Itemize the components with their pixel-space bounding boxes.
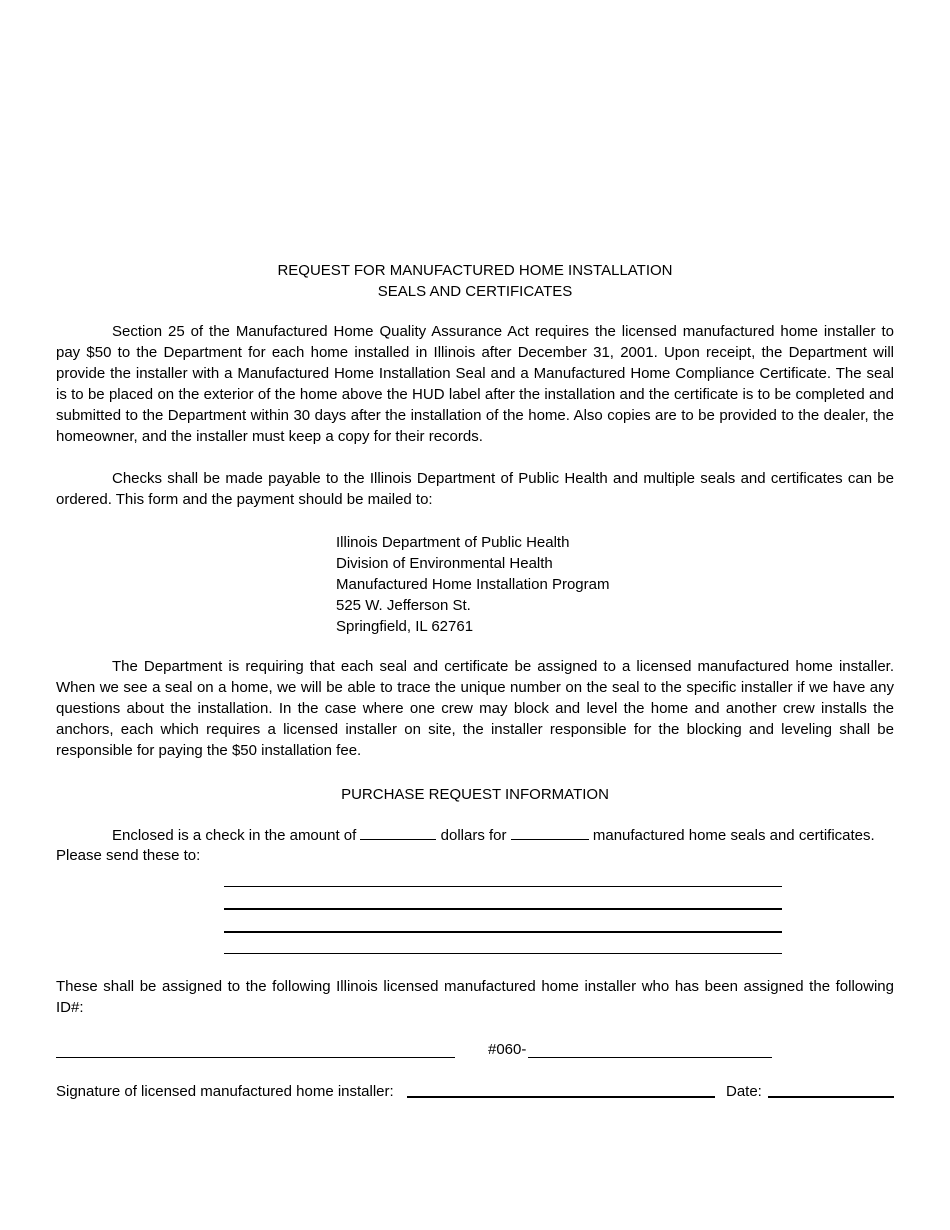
signature-label: Signature of licensed manufactured home installer:: [56, 1083, 394, 1100]
date-field[interactable]: [768, 1096, 894, 1098]
enclosed-text-b: dollars for: [440, 827, 507, 844]
installer-id-field[interactable]: [528, 1057, 772, 1058]
mailing-address-field-1[interactable]: [224, 886, 782, 887]
check-amount-field[interactable]: [360, 824, 436, 840]
purchase-heading: PURCHASE REQUEST INFORMATION: [341, 786, 609, 803]
installer-name-field[interactable]: [56, 1057, 455, 1058]
address-line-4: 525 W. Jefferson St.: [336, 597, 471, 614]
title-line-2: SEALS AND CERTIFICATES: [377, 283, 573, 300]
payment-paragraph: Checks shall be made payable to the Illinois Department of Public Health and multiple seals and certificates can be ordered. This form and the payment should be mailed to:: [56, 470, 894, 508]
address-line-3: Manufactured Home Installation Program: [336, 576, 610, 593]
enclosed-check-line: [56, 824, 894, 846]
mailing-address: [336, 532, 609, 637]
mailing-address-field-4[interactable]: [224, 953, 782, 954]
form-title: [56, 260, 894, 302]
intro-paragraph: Section 25 of the Manufactured Home Quality Assurance Act requires the licensed manufactured home installer to pay $50 to the Department for each home installed in Illinois after December 31, 2001. Upon receipt, the Department will provide the installer with a Manufactured Home Installation Seal and a Manufactured Home Compliance Certificate. The seal is to be placed on the exterior of the home above the HUD label after the installation and the certificate is to be completed and submitted to the Department within 30 days after the installation of the home. Also copies are to be provided to the dealer, the homeowner, and the installer must keep a copy for their records.: [56, 323, 894, 445]
installer-assignment-text: These shall be assigned to the following Illinois licensed manufactured home installer who has been assigned the following ID#:: [56, 978, 894, 1016]
mailing-address-field-3[interactable]: [224, 931, 782, 933]
assignment-paragraph: The Department is requiring that each seal and certificate be assigned to a licensed manufactured home installer. When we see a seal on a home, we will be able to trace the unique number on the seal to the specific installer if we have any questions about the installation. In the case where one crew may block and level the home and another crew installs the anchors, each which requires a licensed installer on site, the installer responsible for the blocking and leveling shall be responsible for paying the $50 installation fee.: [56, 658, 894, 759]
enclosed-text-c: manufactured home seals and certificates.: [592, 827, 875, 844]
send-to-label: Please send these to:: [56, 847, 201, 864]
date-label: Date:: [726, 1083, 762, 1100]
address-line-1: Illinois Department of Public Health: [336, 534, 570, 551]
mailing-address-field-2[interactable]: [224, 908, 782, 910]
installer-id-prefix: #060-: [488, 1041, 527, 1058]
enclosed-text-a: Enclosed is a check in the amount of: [112, 827, 357, 844]
title-line-1: REQUEST FOR MANUFACTURED HOME INSTALLATION: [277, 262, 673, 279]
address-line-5: Springfield, IL 62761: [336, 618, 474, 635]
seal-quantity-field[interactable]: [511, 824, 589, 840]
address-line-2: Division of Environmental Health: [336, 555, 553, 572]
signature-field[interactable]: [407, 1096, 715, 1098]
